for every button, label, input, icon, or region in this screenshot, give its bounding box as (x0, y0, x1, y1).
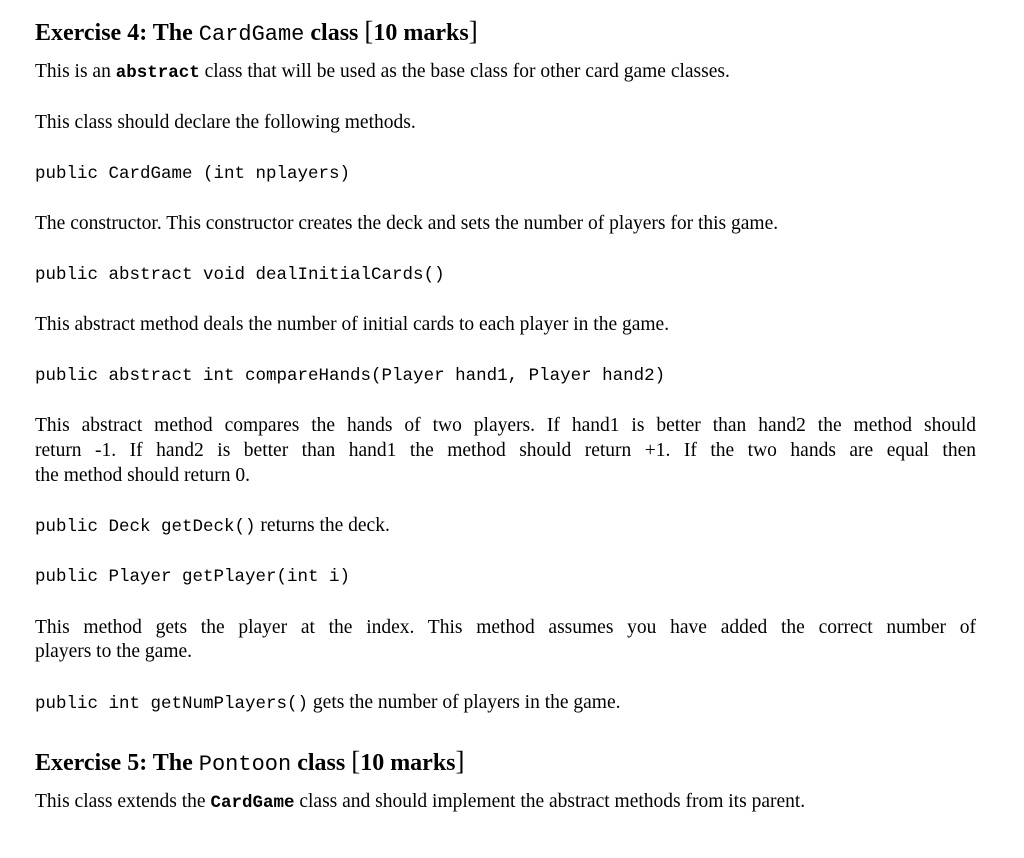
compare-hands-description-line-3: the method should return 0. (35, 465, 251, 486)
constructor-signature: public CardGame (int nplayers) (35, 164, 351, 184)
heading-bracket-open: [ (351, 746, 361, 776)
deal-initial-cards-signature: public abstract void dealInitialCards() (35, 265, 445, 285)
get-deck-description: returns the deck. (255, 515, 390, 536)
compare-hands-description-line-1: This abstract method compares the hands of two players. If hand1 is better than hand2 the method should (35, 415, 976, 436)
get-player-signature: public Player getPlayer(int i) (35, 567, 351, 587)
exercise-4-heading (35, 16, 478, 50)
heading-bracket-open: [ (364, 16, 374, 46)
heading-suffix: class (291, 750, 352, 776)
deal-initial-cards-description: This abstract method deals the number of initial cards to each player in the game. (35, 314, 670, 335)
heading-marks: 10 marks (360, 750, 456, 776)
ex5-text-pre: This class extends the (35, 791, 211, 812)
heading-prefix: Exercise 4: The (35, 20, 199, 46)
cardgame-keyword: CardGame (210, 793, 295, 813)
heading-prefix: Exercise 5: The (35, 750, 199, 776)
get-deck-line (35, 514, 390, 539)
get-player-description-line-1: This method gets the player at the index. This method assumes you have added the correct number of (35, 617, 976, 638)
get-num-players-signature: public int getNumPlayers() (35, 694, 309, 714)
heading-bracket-close: ] (455, 746, 465, 776)
compare-hands-description-line-2: return -1. If hand2 is better than hand1 the method should return +1. If the two hands are equal then (35, 440, 976, 461)
get-player-description-line-2: players to the game. (35, 641, 193, 662)
get-deck-signature: public Deck getDeck() (35, 517, 256, 537)
heading-marks: 10 marks (373, 20, 469, 46)
exercise-4-intro (35, 60, 730, 85)
declare-methods-text: This class should declare the following methods. (35, 112, 416, 133)
exercise-5-description (35, 790, 805, 815)
intro-text-post: class that will be used as the base class for other card game classes. (199, 61, 730, 82)
constructor-description: The constructor. This constructor creates the deck and sets the number of players for this game. (35, 213, 779, 234)
heading-bracket-close: ] (468, 16, 478, 46)
heading-classname: Pontoon (198, 752, 292, 777)
heading-suffix: class (304, 20, 365, 46)
ex5-text-post: class and should implement the abstract methods from its parent. (294, 791, 806, 812)
abstract-keyword: abstract (115, 63, 200, 83)
compare-hands-signature: public abstract int compareHands(Player hand1, Player hand2) (35, 366, 666, 386)
exercise-5-heading (35, 746, 465, 780)
get-num-players-description: gets the number of players in the game. (308, 692, 621, 713)
intro-text-pre: This is an (35, 61, 116, 82)
heading-classname: CardGame (198, 22, 305, 47)
get-num-players-line (35, 691, 621, 716)
